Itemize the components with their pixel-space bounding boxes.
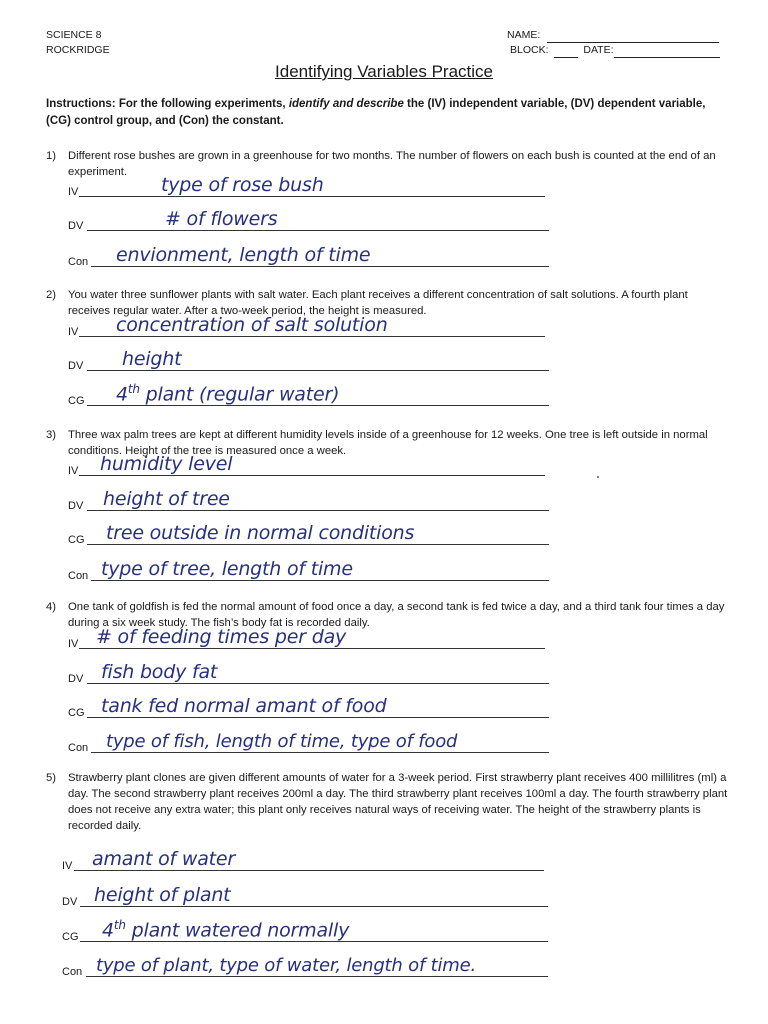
handwritten-answer: envionment, length of time xyxy=(116,244,371,266)
date-blank xyxy=(614,46,720,58)
handwritten-answer: concentration of salt solution xyxy=(116,314,388,336)
answer-label: IV xyxy=(68,186,79,198)
handwritten-answer: amant of water xyxy=(92,848,236,870)
answer-label: DV xyxy=(68,673,84,685)
handwritten-answer: height of plant xyxy=(94,884,231,906)
page-title: Identifying Variables Practice xyxy=(275,62,493,81)
answer-line xyxy=(79,336,545,337)
instructions-prefix: Instructions: For the following experiments, xyxy=(46,98,289,110)
question-number: 4) xyxy=(46,601,57,613)
answer-label: DV xyxy=(68,220,84,232)
answer-label: IV xyxy=(68,465,79,477)
handwritten-answer: # of flowers xyxy=(165,208,278,230)
school-name: ROCKRIDGE xyxy=(46,44,110,56)
name-blank xyxy=(547,31,719,43)
block-blank xyxy=(554,46,578,58)
handwritten-answer: # of feeding times per day xyxy=(96,626,347,648)
q4-iv-answer xyxy=(68,628,548,654)
answer-label: Con xyxy=(68,256,89,268)
question-number: 1) xyxy=(46,150,57,162)
q2-iv-answer xyxy=(68,316,548,342)
answer-label: Con xyxy=(62,966,83,978)
answer-label: CG xyxy=(68,707,85,719)
question-prompt: You water three sunflower plants with salt water. Each plant receives a different concentration of salt solutions. A fourth plant receives regular water. After a two-week period, the height is measured. xyxy=(68,289,688,317)
answer-line xyxy=(87,230,549,231)
answer-line xyxy=(87,370,549,371)
question-5-text xyxy=(46,770,728,834)
q3-con-answer xyxy=(68,560,552,586)
q5-con-answer xyxy=(62,956,552,982)
answer-label: DV xyxy=(68,500,84,512)
q3-dv-answer xyxy=(68,490,552,516)
handwritten-answer: type of plant, type of water, length of time. xyxy=(96,955,477,976)
question-prompt: Different rose bushes are grown in a greenhouse for two months. The number of flowers on each bush is counted at the end of an experiment. xyxy=(68,150,716,178)
handwritten-answer: height of tree xyxy=(103,488,230,510)
question-number: 5) xyxy=(46,772,57,784)
date-label: DATE: xyxy=(583,44,614,56)
course-name: SCIENCE 8 xyxy=(46,29,102,41)
q5-dv-answer xyxy=(62,886,550,912)
handwritten-answer: fish body fat xyxy=(101,661,218,683)
instructions xyxy=(46,96,726,130)
answer-label: CG xyxy=(68,534,85,546)
q4-dv-answer xyxy=(68,663,552,689)
q1-dv-answer xyxy=(68,210,552,236)
block-label: BLOCK: xyxy=(510,44,549,56)
handwritten-answer: 4th plant (regular water) xyxy=(116,381,340,405)
handwritten-answer: humidity level xyxy=(100,453,233,475)
q3-iv-answer xyxy=(68,455,548,481)
answer-line xyxy=(87,510,549,511)
answer-line xyxy=(87,405,549,406)
stray-pen-mark xyxy=(597,476,599,478)
answer-line xyxy=(79,196,545,197)
answer-line xyxy=(86,976,548,977)
course-header xyxy=(46,28,110,58)
question-prompt: Strawberry plant clones are given different amounts of water for a 3-week period. First strawberry plant receives 400 millilitres (ml) a day. The second strawberry plant receives 200ml a day. The third strawberry plant receives 100ml a day. The fourth strawberry plant does not receive any extra water; this plant only receives natural ways of receiving water. The height of the strawberry plants is recorded daily. xyxy=(68,772,728,832)
answer-line xyxy=(91,752,549,753)
question-prompt: One tank of goldfish is fed the normal amount of food once a day, a second tank is fed twice a day, and a third tank four times a day during a six week study. The fish’s body fat is recorded daily. xyxy=(68,601,725,629)
q1-con-answer xyxy=(68,246,552,272)
q4-con-answer xyxy=(68,732,552,758)
q5-iv-answer xyxy=(62,850,546,876)
q3-cg-answer xyxy=(68,524,552,550)
answer-label: CG xyxy=(62,931,79,943)
answer-line xyxy=(74,870,544,871)
instructions-emphasis: identify and describe xyxy=(288,98,404,110)
answer-label: DV xyxy=(68,360,84,372)
answer-line xyxy=(79,648,545,649)
q2-cg-answer xyxy=(68,381,552,411)
answer-label: IV xyxy=(68,326,79,338)
answer-label: IV xyxy=(68,638,79,650)
answer-line xyxy=(80,906,548,907)
answer-line xyxy=(87,683,549,684)
answer-label: Con xyxy=(68,742,89,754)
answer-line xyxy=(91,266,549,267)
handwritten-answer: type of rose bush xyxy=(161,174,324,196)
answer-line xyxy=(91,580,549,581)
answer-line xyxy=(79,475,545,476)
handwritten-answer: 4th plant watered normally xyxy=(102,917,350,941)
q2-dv-answer xyxy=(68,350,552,376)
question-number: 3) xyxy=(46,429,57,441)
answer-line xyxy=(87,544,549,545)
handwritten-answer: type of fish, length of time, type of food xyxy=(106,731,458,752)
handwritten-answer: height xyxy=(122,348,182,370)
answer-label: DV xyxy=(62,896,78,908)
handwritten-answer: tree outside in normal conditions xyxy=(106,522,415,544)
name-label: NAME: xyxy=(507,29,541,41)
answer-line xyxy=(80,941,548,942)
answer-label: CG xyxy=(68,395,85,407)
question-number: 2) xyxy=(46,289,57,301)
answer-label: IV xyxy=(62,860,73,872)
answer-line xyxy=(87,717,549,718)
student-info-header xyxy=(507,28,720,58)
q4-cg-answer xyxy=(68,697,552,723)
name-row xyxy=(507,28,720,43)
handwritten-answer: tank fed normal amant of food xyxy=(101,695,387,717)
q5-cg-answer xyxy=(62,917,550,947)
answer-label: Con xyxy=(68,570,89,582)
block-date-row xyxy=(507,43,720,58)
instructions-suffix: the (IV) independent variable, (DV) dependent variable, (CG) control group, and (Con) the constant. xyxy=(46,98,706,127)
handwritten-answer: type of tree, length of time xyxy=(101,558,353,580)
question-prompt: Three wax palm trees are kept at different humidity levels inside of a greenhouse for 12 weeks. One tree is left outside in normal conditions. Height of the tree is measured once a week. xyxy=(68,429,708,457)
q1-iv-answer xyxy=(68,176,548,202)
